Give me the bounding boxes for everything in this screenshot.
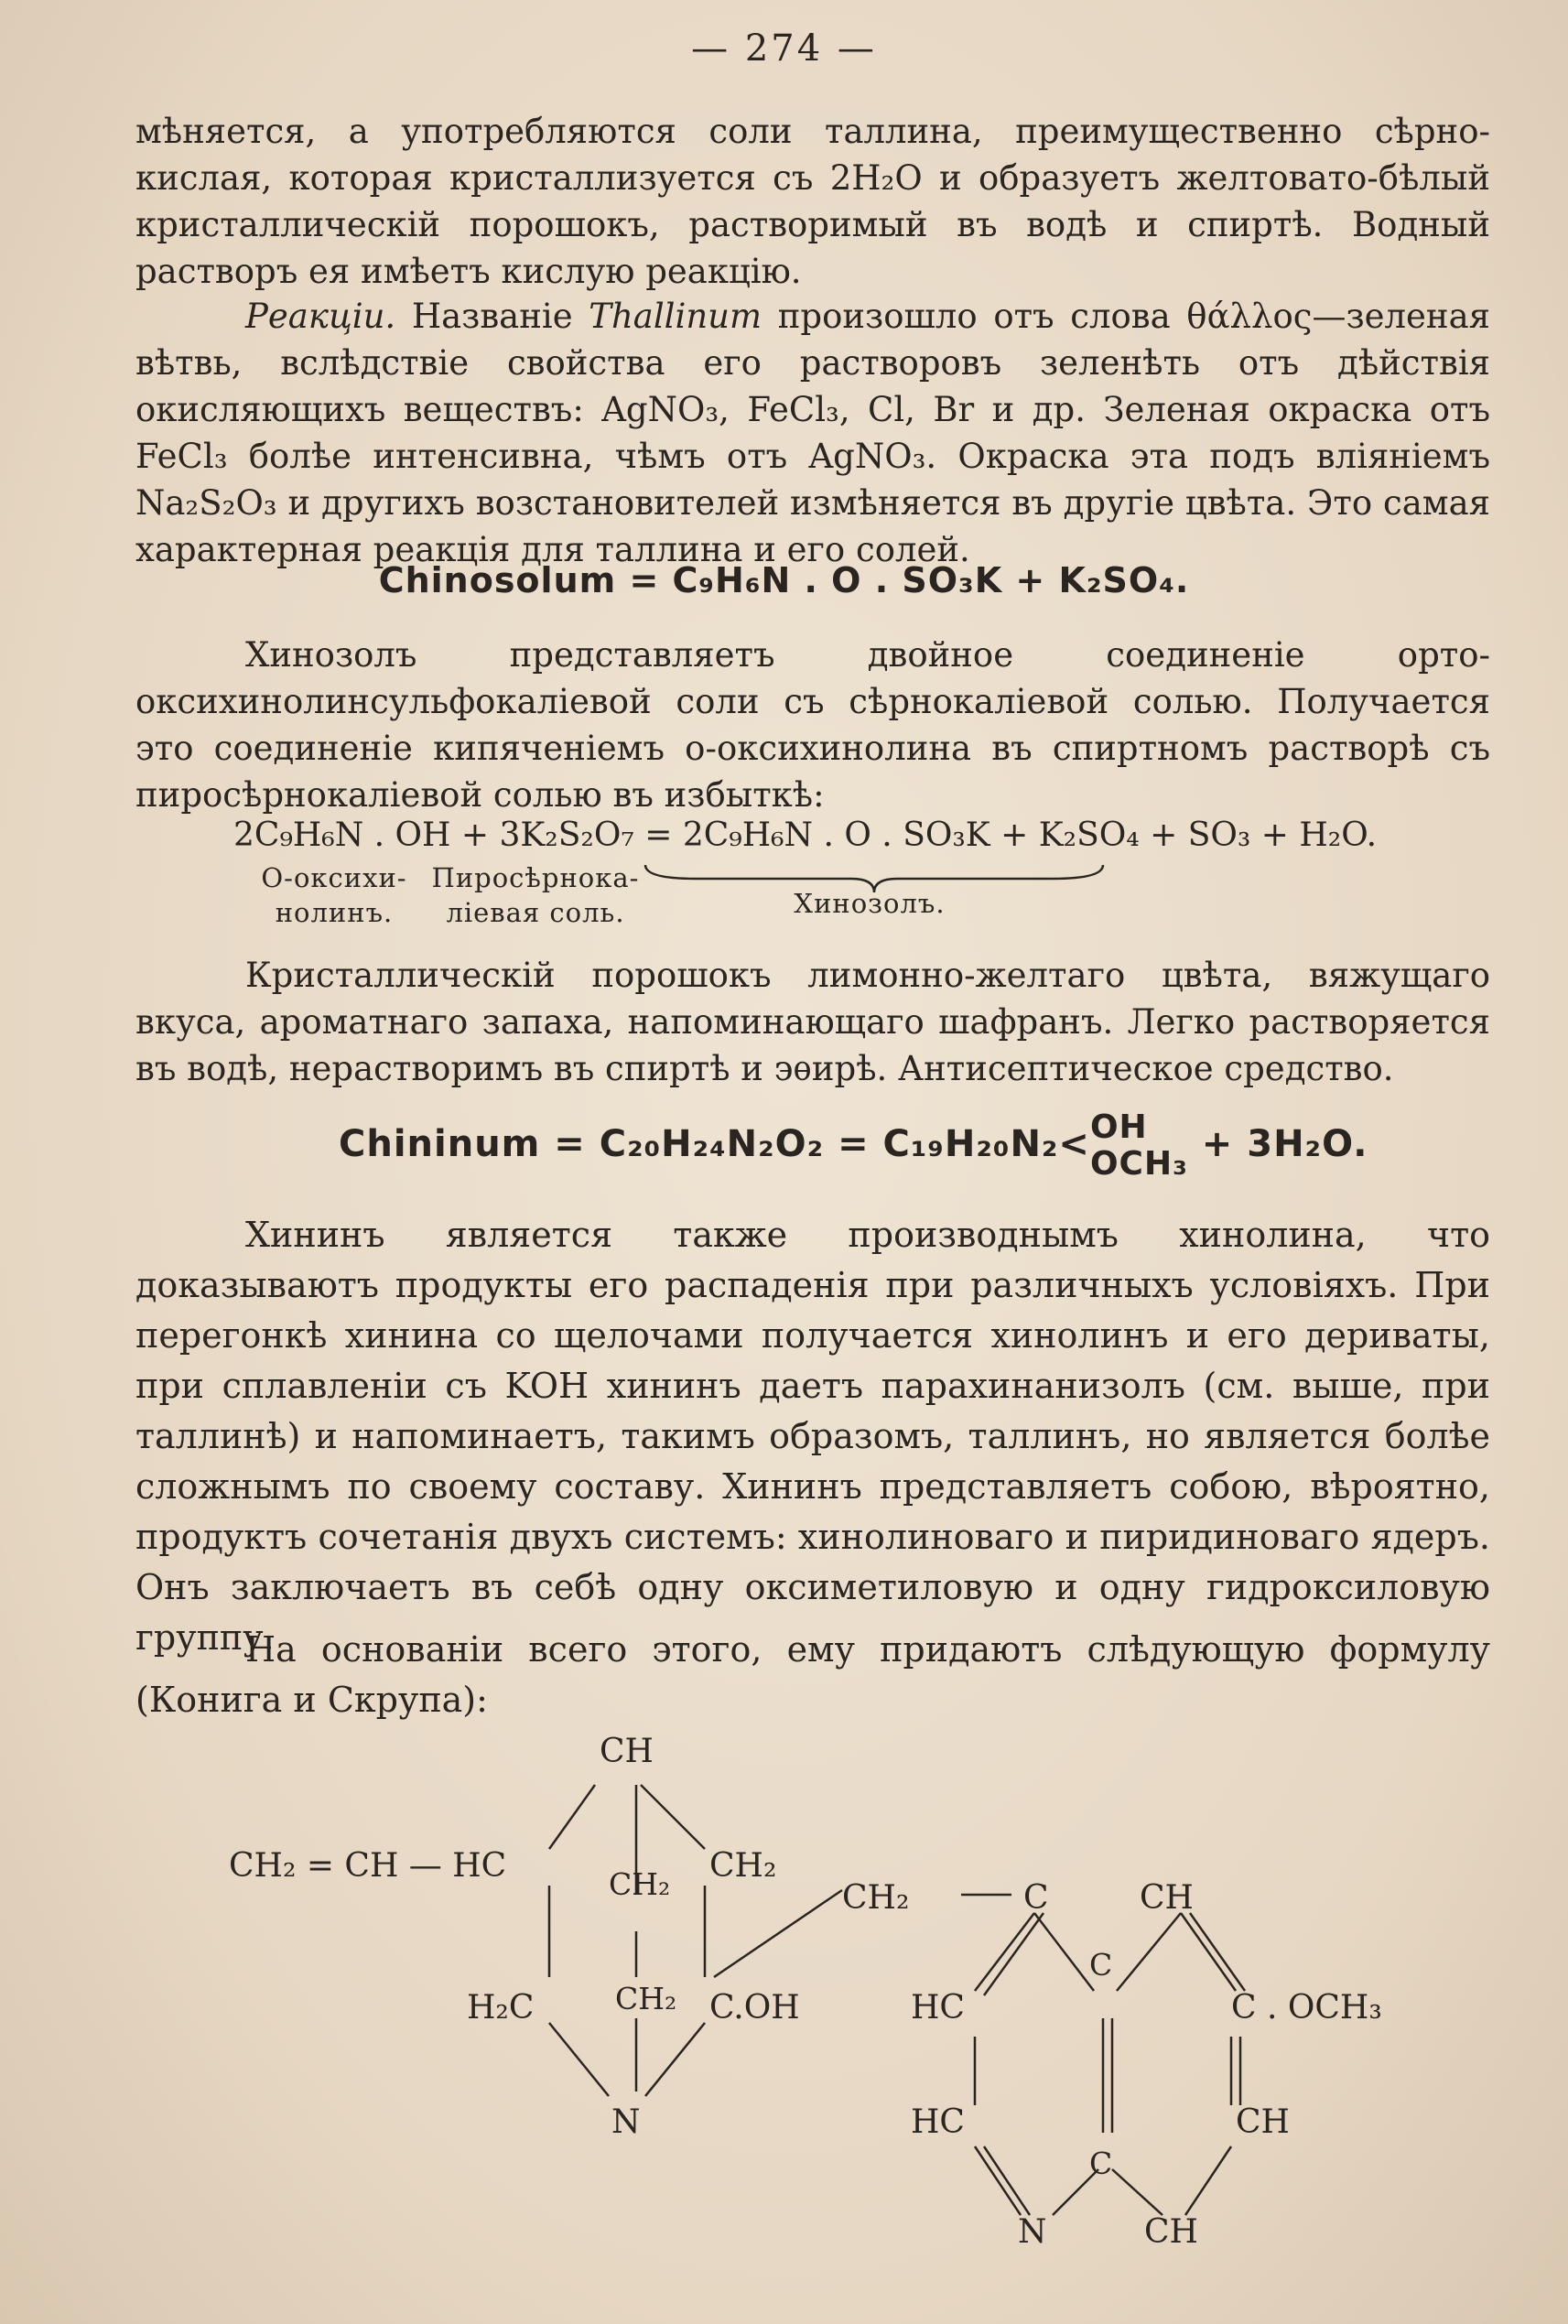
struct-h2c-left: H₂C [467,1989,535,2027]
reactions-text-b: произошло отъ слова θάλλος—зеленая вѣтвь, вслѣдствіе свойства его растворовъ зеленѣть отъ дѣйствія окисляющихъ веществъ: AgNO₃, FeCl₃, Cl, Br и др. Зеленая окраска отъ FeCl₃ болѣе интенсивна, чѣмъ отъ AgNO₃. Окраска эта подъ вліяніемъ Na₂S₂O₃ и другихъ возстановителей измѣняется въ другіе цвѣта. Это самая характерная реакція для таллина и его солей. [135,297,1490,569]
struct-c-center-top: C [1089,1947,1113,1983]
chinosolum-heading: Chinosolum = C₉H₆N . O . SO₃K + K₂SO₄. [378,560,1190,600]
thallinum-word: Thallinum [589,297,762,336]
chininum-heading-tail: + 3H₂O. [1187,1123,1368,1165]
struct-n-left: N [611,2103,641,2141]
reactions-label: Реакціи. [245,297,396,336]
chinosolum-properties: Кристаллическій порошокъ лимонно-желтаго цвѣта, вяжущаго вкуса, ароматнаго запаха, напоминающаго шафранъ. Легко растворяется въ водѣ, нерастворимъ въ спиртѣ и эѳирѣ. Антисептическое средство. [135,956,1490,1088]
struct-ch-top: CH [600,1733,654,1770]
caption-chinosol: Хинозолъ. [794,888,946,919]
struct-c-och3: C . OCH₃ [1231,1989,1382,2027]
struct-n-bottom: N [1018,2213,1047,2251]
struct-c-center-bottom: C [1089,2146,1113,2181]
intro-paragraph: мѣняется, а употребляются соли таллина, преимущественно сѣрно-кислая, которая кристаллизуется съ 2H₂O и образуетъ желтовато-бѣлый кристаллическій порошокъ, растворимый въ водѣ и спиртѣ. Водный растворъ ея имѣетъ кислую реакцію. [135,112,1490,291]
struct-hc-left-1: HC [911,1989,965,2027]
struct-vinyl: CH₂ = CH — HC [229,1847,507,1885]
caption-oxyquinoline: О-оксихи- нолинъ. [261,862,407,928]
chinosolum-description: Хинозолъ представляетъ двойное соединеніе орто-оксихинолинсульфокаліевой соли съ сѣрнокаліевой солью. Получается это соединеніе кипяченіемъ о-оксихинолина въ спиртномъ растворѣ съ пиросѣрнокаліевой солью въ избыткѣ: [135,635,1490,815]
struct-c-top: C [1023,1879,1049,1917]
chininum-branch-och3: OCH₃ [1089,1145,1188,1183]
chinosolum-equation: 2C₉H₆N . OH + 3K₂S₂O₇ = 2C₉H₆N . O . SO₃K + K₂SO₄ + SO₃ + H₂O. [233,816,1378,854]
chininum-branch-oh: OH [1089,1108,1148,1146]
struct-ch2-inner-top: CH₂ [609,1866,671,1902]
struct-ch-bottom: CH [1144,2213,1198,2251]
chininum-heading-main: Chininum = C₂₀H₂₄N₂O₂ = C₁₉H₂₀N₂< [339,1123,1090,1165]
formula-intro: На основаніи всего этого, ему придаютъ слѣдующую формулу (Конига и Скрупа): [135,1629,1490,1720]
struct-ch-top-right: CH [1140,1879,1194,1917]
page-number: — 274 — [691,27,877,70]
struct-ch2-inner-bottom: CH₂ [615,1981,677,2016]
struct-ch2-bridge: CH₂ [842,1879,910,1917]
struct-ch2-right: CH₂ [709,1847,777,1885]
struct-hc-left-2: HC [911,2103,965,2141]
struct-c-oh: C.OH [709,1989,800,2027]
chininum-description: Хининъ является также производнымъ хинолина, что доказываютъ продукты его распаденія при различныхъ условіяхъ. При перегонкѣ хинина со щелочами получается хинолинъ и его дериваты, при сплавленіи съ KOH хининъ даетъ парахинанизолъ (см. выше, при таллинѣ) и напоминаетъ, такимъ образомъ, таллинъ, но является болѣе сложнымъ по своему составу. Хининъ представляетъ собою, вѣроятно, продуктъ сочетанія двухъ системъ: хинолиноваго и пиридиноваго ядеръ. Онъ заключаетъ въ себѣ одну оксиметиловую и одну гидроксиловую группу. [135,1215,1490,1658]
struct-ch-right: CH [1236,2103,1290,2141]
reactions-text-a: Названіе [395,297,589,336]
caption-pyrosulfate: Пиросѣрнока- ліевая соль. [431,862,640,928]
